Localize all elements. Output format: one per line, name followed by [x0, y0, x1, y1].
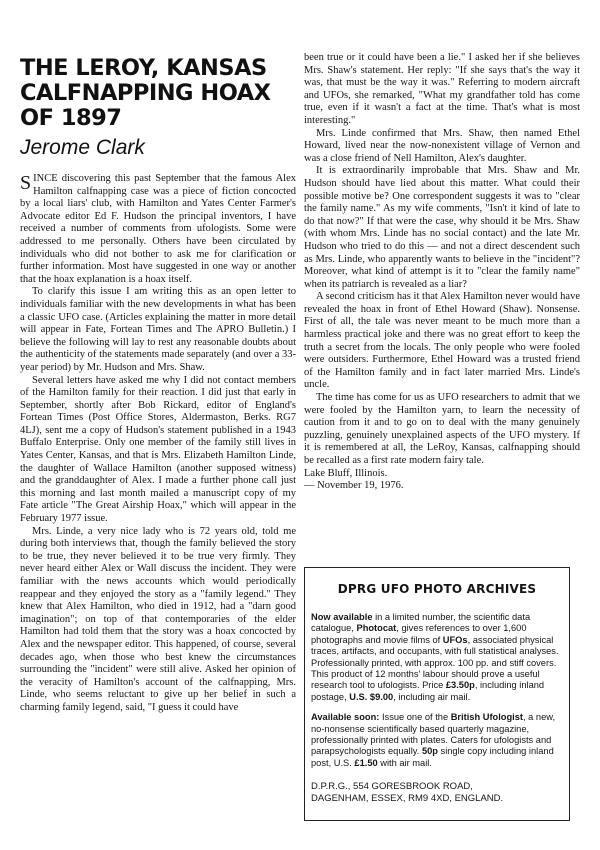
paragraph-1 — [20, 173, 296, 286]
article-title: THE LEROY, KANSAS CALFNAPPING HOAX OF 1897 — [20, 55, 271, 131]
ad-address-line-2: DAGENHAM, ESSEX, RM9 4XD, ENGLAND. — [311, 793, 504, 805]
ad-text: with air mail. — [377, 757, 432, 768]
right-column — [304, 52, 580, 493]
author-byline: Jerome Clark — [20, 136, 145, 159]
paragraph-4: Mrs. Linde, a very nice lady who is 72 years old, told me during both interviews that, though the family believed the story to be true, they never believed it to be true very firmly. They never heard either Alex or Wall discuss the incident. They were familiar with the news accounts which would periodically reappear and they enjoyed the story as a "family legend." They knew that Alex Hamilton, who died in 1912, had a "darn good imagination"; on top of that contemporaries of the elder Hamilton had told them that the story was a hoax concocted by Alex and the newspaper editor. This happened, of course, several decades ago, when those who best knew the circumstances surrounding the "incident" were still alive. Asked her opinion of the veracity of Hamilton's account of the calfnapping, Mrs. Linde, who seems reluctant to give up her belief in such a charming family legend, said, "I guess it could have — [20, 525, 296, 713]
ad-text: in a limited number, the scientific data catalogue, — [311, 612, 531, 634]
ad-text: , associated physical traces, artifacts, and occupants, with full statistical analyses. Professionally printed, with approx. 100 pp. and stiff covers. This product of 12 months' labour should prove a useful research tool to ufologists. Price — [311, 634, 559, 691]
ad-text: , a new, no-nonsense scientifically based quarterly magazine, professionally printed with plates. Caters for ufologists and parapsychologists equally. — [311, 712, 556, 757]
ad-photocat-name: Photocat — [356, 623, 397, 634]
signature-date: — November 19, 1976. — [304, 480, 404, 492]
ad-text: , including inland postage, — [311, 680, 545, 702]
ad-magazine-price-us: £1.50 — [354, 757, 378, 768]
ad-price-us: U.S. $9.00 — [349, 691, 394, 702]
drop-cap: S — [20, 172, 32, 194]
ad-text: , gives references to over 1,600 photographs and movie films of — [311, 623, 527, 645]
article-body-left — [20, 173, 296, 715]
ad-magazine-name: British Ufologist — [450, 712, 524, 723]
paragraph-4-continued: been true or it could have been a lie." I asked her if she believes Mrs. Shaw's statement. Her reply: "If she says that's the way it was, that must be the way it was." Referring to modern aircraft and UFOs, she remarked, "What my grandfather told has come true, even if it wasn't a fact at the time. That's what is most interesting." — [304, 52, 580, 126]
paragraph-5: Mrs. Linde confirmed that Mrs. Shaw, then named Ethel Howard, lived near the now-nonexistent village of Vernon and was a close friend of Nell Hamilton, Alex's daughter. — [304, 127, 580, 164]
ad-price-uk: £3.50p — [445, 680, 475, 691]
paragraph-2: To clarify this issue I am writing this as an open letter to individuals familiar with the new developments in what has been a classic UFO case. (Articles explaining the matter in more detail will appear in Fate, Fortean Times and The APRO Bulletin.) I believe the following will lay to rest any reasonable doubts about the authenticity of the statements made separately (and over a 33-year period) by Mr. Hudson and Mrs. Shaw. — [20, 286, 296, 373]
ad-text: single copy including inland post, U.S. — [311, 746, 554, 768]
advertisement-box — [304, 567, 570, 821]
ad-magazine-price: 50p — [421, 746, 438, 757]
ad-address-line-1: D.P.R.G., 554 GORESBROOK ROAD, — [311, 781, 473, 793]
paragraph-3: Several letters have asked me why I did not contact members of the Hamilton family for their reaction. I did just that early in September, shortly after Bob Rickard, editor of England's Fortean Times (Post Office Stores, Aldermaston, Berks. RG7 4LJ), sent me a copy of Hudson's statement published in a 1943 Buffalo Enterprise. Only one member of the family still lives in Yates Center, Kansas, and that is Mrs. Elizabeth Hamilton Linde, the daughter of Wallace Hamilton (another supposed witness) and the granddaughter of Alex. I made a further phone call just this morning and last month mailed a manuscript copy of my Fate article "The Great Airship Hoax," which will appear in the February 1977 issue. — [20, 374, 296, 525]
paragraph-6: It is extraordinarily improbable that Mrs. Shaw and Mr. Hudson should have lied about this matter. What could their possible motive be? One correspondent suggests it was to "clear the family name." As my wife comments, "Isn't it kind of late to do that now?" If that were the case, why should it be Mrs. Shaw (with whom Mrs. Linde has no social contact) and the late Mr. Hudson who tried to do this — and not a direct descendent such as Mrs. Linde, who apparently wants to believe in the "incident"? Moreover, what kind of attempt is it to "clear the family name" when its patriarch is revealed as a liar? — [304, 165, 580, 290]
ad-text: , including air mail. — [393, 691, 471, 702]
ad-paragraph-photocat — [311, 612, 563, 703]
ad-text: Issue one of the — [379, 712, 451, 723]
article-body-right — [304, 52, 580, 493]
paragraph-7: A second criticism has it that Alex Hamilton never would have revealed the hoax in front of Ethel Howard (Shaw). Nonsense. First of all, the tale was never meant to be much more than a harmless practical joke and there was no great effort to keep the truth a secret from the locals. The only people who were fooled were outsiders. Furthermore, Ethel Howard was a trusted friend of the Hamilton family and in fact later married Mrs. Linde's uncle. — [304, 291, 580, 391]
ad-lead-now-available: Now available — [311, 612, 373, 622]
ad-paragraph-british-ufologist — [311, 712, 563, 769]
ad-ufos: UFOs — [442, 634, 468, 645]
ad-lead-available-soon: Available soon: — [311, 712, 380, 723]
paragraph-8: The time has come for us as UFO researchers to admit that we were fooled by the Hamilton yarn, to learn the necessity of caution from it and to go on to deal with the many genuinely puzzling, genuinely unexplained aspects of the UFO mystery. If it is remembered at all, the LeRoy, Kansas, calfnapping should be recalled as a first rate modern fairy tale. — [304, 392, 580, 466]
left-column — [20, 52, 296, 715]
signature-place: Lake Bluff, Illinois. — [304, 467, 388, 479]
ad-title: DPRG UFO PHOTO ARCHIVES — [337, 582, 537, 596]
paragraph-1-text: INCE discovering this past September that the famous Alex Hamilton calfnapping case was a piece of fiction concocted by a local liars' club, with Hamilton and Yates Center Farmer's Advocate editor Ed F. Hudson the principal inventors, I have received a number of comments from ufologists. Some were addressed to me personally. Others have been circulated by individuals who did not bother to ask me for clarification or further information. Most have suggested in one way or another that the hoax explanation is a hoax itself. — [20, 173, 296, 285]
ad-address — [311, 781, 563, 805]
